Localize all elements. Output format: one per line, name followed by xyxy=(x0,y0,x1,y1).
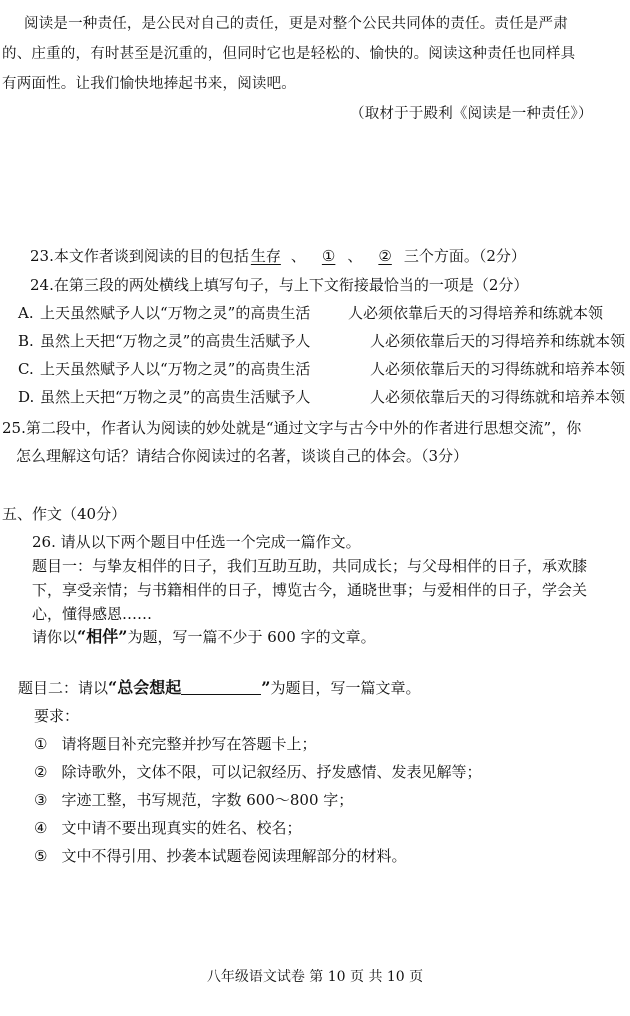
q25-line-1: 25.第二段中，作者认为阅读的妙处就是“通过文字与古今中外的作者进行思想交流”，你 xyxy=(2,419,582,437)
q24-option-b xyxy=(18,331,625,351)
requirement-3 xyxy=(34,790,353,810)
requirement-number: ① xyxy=(34,735,48,753)
topic-2-close-quote: ” xyxy=(261,678,271,697)
q23-answer-blank-3: ② xyxy=(378,247,392,265)
topic-1-line-1: 题目一：与挚友相伴的日子，我们互助互助，共同成长；与父母相伴的日子，承欢膝 xyxy=(32,557,588,575)
requirement-number: ③ xyxy=(34,791,48,809)
requirement-text: 请将题目补充完整并抄写在答题卡上； xyxy=(61,735,317,753)
q23-answer-blank-1: 生存 xyxy=(250,247,281,265)
requirement-4 xyxy=(34,818,301,838)
requirement-1 xyxy=(34,734,316,754)
passage-source: （取材于于殿利《阅读是一种责任》） xyxy=(350,106,593,122)
requirement-number: ② xyxy=(34,763,48,781)
passage-line-1: 阅读是一种责任，是公民对自己的责任，更是对整个公民共同体的责任。责任是严肃 xyxy=(24,16,568,32)
option-label: D. xyxy=(18,388,35,406)
option-part-2: 人必须依靠后天的习得培养和练就本领 xyxy=(370,332,626,350)
q23-stem: 23.本文作者谈到阅读的目的包括 xyxy=(30,247,249,265)
q24-stem: 24.在第三段的两处横线上填写句子，与上下文衔接最恰当的一项是（2分） xyxy=(30,276,529,294)
q24-option-c xyxy=(18,359,625,379)
option-part-1: 上天虽然赋予人以“万物之灵”的高贵生活 xyxy=(40,304,311,322)
option-label: C. xyxy=(18,360,34,378)
topic-2-title: “总会想起 xyxy=(108,678,182,697)
option-part-1: 上天虽然赋予人以“万物之灵”的高贵生活 xyxy=(40,360,311,378)
question-23 xyxy=(30,246,526,266)
topic-1-line-3: 心，懂得感恩…… xyxy=(32,605,153,623)
topic-2-after: 为题目，写一篇文章。 xyxy=(270,679,421,697)
requirement-text: 除诗歌外，文体不限，可以记叙经历、抒发感情、发表见解等； xyxy=(61,763,482,781)
topic-2-title-blank xyxy=(181,678,261,695)
passage-line-2: 的、庄重的，有时甚至是沉重的，但同时它也是轻松的、愉快的。阅读这种责任也同样具 xyxy=(2,46,576,62)
topic-2 xyxy=(18,678,420,698)
topic-1-line-2: 下，享受亲情；与书籍相伴的日子，博览古今，通晓世事；与爱相伴的日子，学会关 xyxy=(32,581,588,599)
q24-option-a xyxy=(18,303,603,323)
q26-stem: 26. 请从以下两个题目中任选一个完成一篇作文。 xyxy=(32,533,361,551)
requirement-2 xyxy=(34,762,481,782)
requirement-text: 字迹工整，书写规范，字数 600～800 字； xyxy=(61,791,354,809)
topic-1-title: “相伴” xyxy=(77,627,128,646)
page-footer: 八年级语文试卷 第 10 页 共 10 页 xyxy=(206,969,424,985)
requirement-text: 文中请不要出现真实的姓名、校名； xyxy=(61,819,302,837)
requirement-number: ④ xyxy=(34,819,48,837)
q23-suffix: 三个方面。（2分） xyxy=(403,247,526,265)
topic-1-instr-after: 为题，写一篇不少于 600 字的文章。 xyxy=(127,628,376,646)
section-5-heading: 五、作文（40分） xyxy=(2,505,127,523)
q23-separator-1: 、 xyxy=(290,247,306,265)
option-label: B. xyxy=(18,332,34,350)
option-part-2: 人必须依靠后天的习得培养和练就本领 xyxy=(348,304,604,322)
requirement-number: ⑤ xyxy=(34,847,48,865)
topic-1-instruction xyxy=(32,627,376,647)
q24-option-d xyxy=(18,387,625,407)
q23-answer-blank-2: ① xyxy=(321,247,336,265)
option-part-1: 虽然上天把“万物之灵”的高贵生活赋予人 xyxy=(40,332,311,350)
passage-line-3: 有两面性。让我们愉快地捧起书来，阅读吧。 xyxy=(2,76,296,92)
option-part-2: 人必须依靠后天的习得练就和培养本领 xyxy=(370,388,626,406)
option-label: A. xyxy=(18,304,34,322)
requirement-text: 文中不得引用、抄袭本试题卷阅读理解部分的材料。 xyxy=(61,847,407,865)
topic-1-instr-before: 请你以 xyxy=(32,628,78,646)
q23-separator-2: 、 xyxy=(347,247,363,265)
requirements-heading: 要求： xyxy=(34,707,80,725)
topic-2-before: 题目二：请以 xyxy=(18,679,109,697)
requirement-5 xyxy=(34,846,406,866)
option-part-1: 虽然上天把“万物之灵”的高贵生活赋予人 xyxy=(40,388,311,406)
q25-line-2: 怎么理解这句话？请结合你阅读过的名著，谈谈自己的体会。（3分） xyxy=(16,447,469,465)
option-part-2: 人必须依靠后天的习得练就和培养本领 xyxy=(370,360,626,378)
